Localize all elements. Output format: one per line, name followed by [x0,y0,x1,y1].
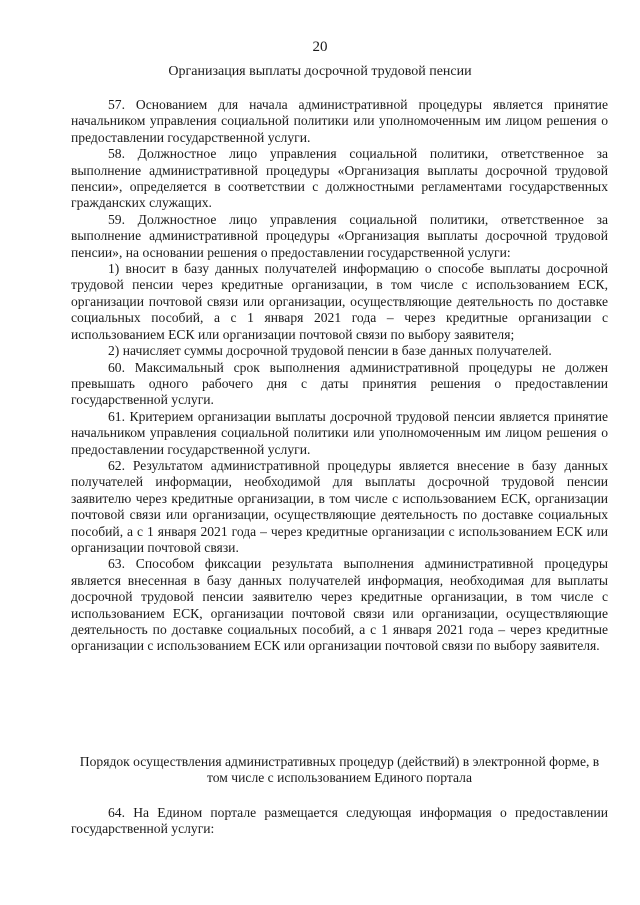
body-text [71,97,608,655]
paragraph-58: 58. Должностное лицо управления социальной политики, ответственное за выполнение административной процедуры «Организация выплаты досрочной трудовой пенсии», определяется в соответствии с должностными регламентами государственных гражданских служащих. [71,146,608,211]
paragraph-57: 57. Основанием для начала административной процедуры является принятие начальником управления социальной политики или уполномоченным им лицом решения о предоставлении государственной услуги. [71,97,608,145]
section-subheading: Порядок осуществления административных процедур (действий) в электронной форме, в том числе с использованием Единого портала [79,754,600,786]
paragraph-60: 60. Максимальный срок выполнения административной процедуры не должен превышать одного рабочего дня с даты принятия решения о предоставлении государственной услуги. [71,359,608,408]
page-number: 20 [312,39,328,55]
paragraph-63: 63. Способом фиксации результата выполнения административной процедуры является внесенная в базу данных получателей информация, необходимая для выплаты досрочной трудовой пенсии заявителю через кредитные организации, в том числе с использованием ЕСК, организации почтовой связи или организации, осуществляющие деятельность по доставке социальных пособий, а с 1 января 2021 года – через кредитные организации с использованием ЕСК или организации почтовой связи по выбору заявителя. [71,556,608,654]
paragraph-62: 62. Результатом административной процедуры является внесение в базу данных получателей информации, необходимой для выплаты досрочной трудовой пенсии заявителю через кредитные организации, в том числе с использованием ЕСК, организации почтовой связи или организации, осуществляющие деятельность по доставке социальных пособий, а с 1 января 2021 года – через кредитные организации с использованием ЕСК или организации почтовой связи. [71,457,608,555]
paragraph-59: 59. Должностное лицо управления социальной политики, ответственное за выполнение административной процедуры «Организация выплаты досрочной трудовой пенсии», на основании решения о предоставлении государственной услуги: [71,211,608,260]
final-text [71,805,608,838]
section-title: Организация выплаты досрочной трудовой пенсии [168,64,472,79]
paragraph-59-item-1: 1) вносит в базу данных получателей информацию о способе выплаты досрочной трудовой пенсии через кредитные организации, в том числе с использованием ЕСК, организации почтовой связи или организации, осуществляющие деятельность по доставке социальных пособий, а с 1 января 2021 года – через кредитные организации с использованием ЕСК или организации почтовой связи по выбору заявителя; [71,261,608,342]
paragraph-61: 61. Критерием организации выплаты досрочной трудовой пенсии является принятие начальником управления социальной политики или уполномоченным им лицом решения о предоставлении государственной услуги. [71,408,608,457]
paragraph-64: 64. На Едином портале размещается следующая информация о предоставлении государственной услуги: [71,805,608,837]
paragraph-59-item-2: 2) начисляет суммы досрочной трудовой пенсии в базе данных получателей. [108,343,552,359]
